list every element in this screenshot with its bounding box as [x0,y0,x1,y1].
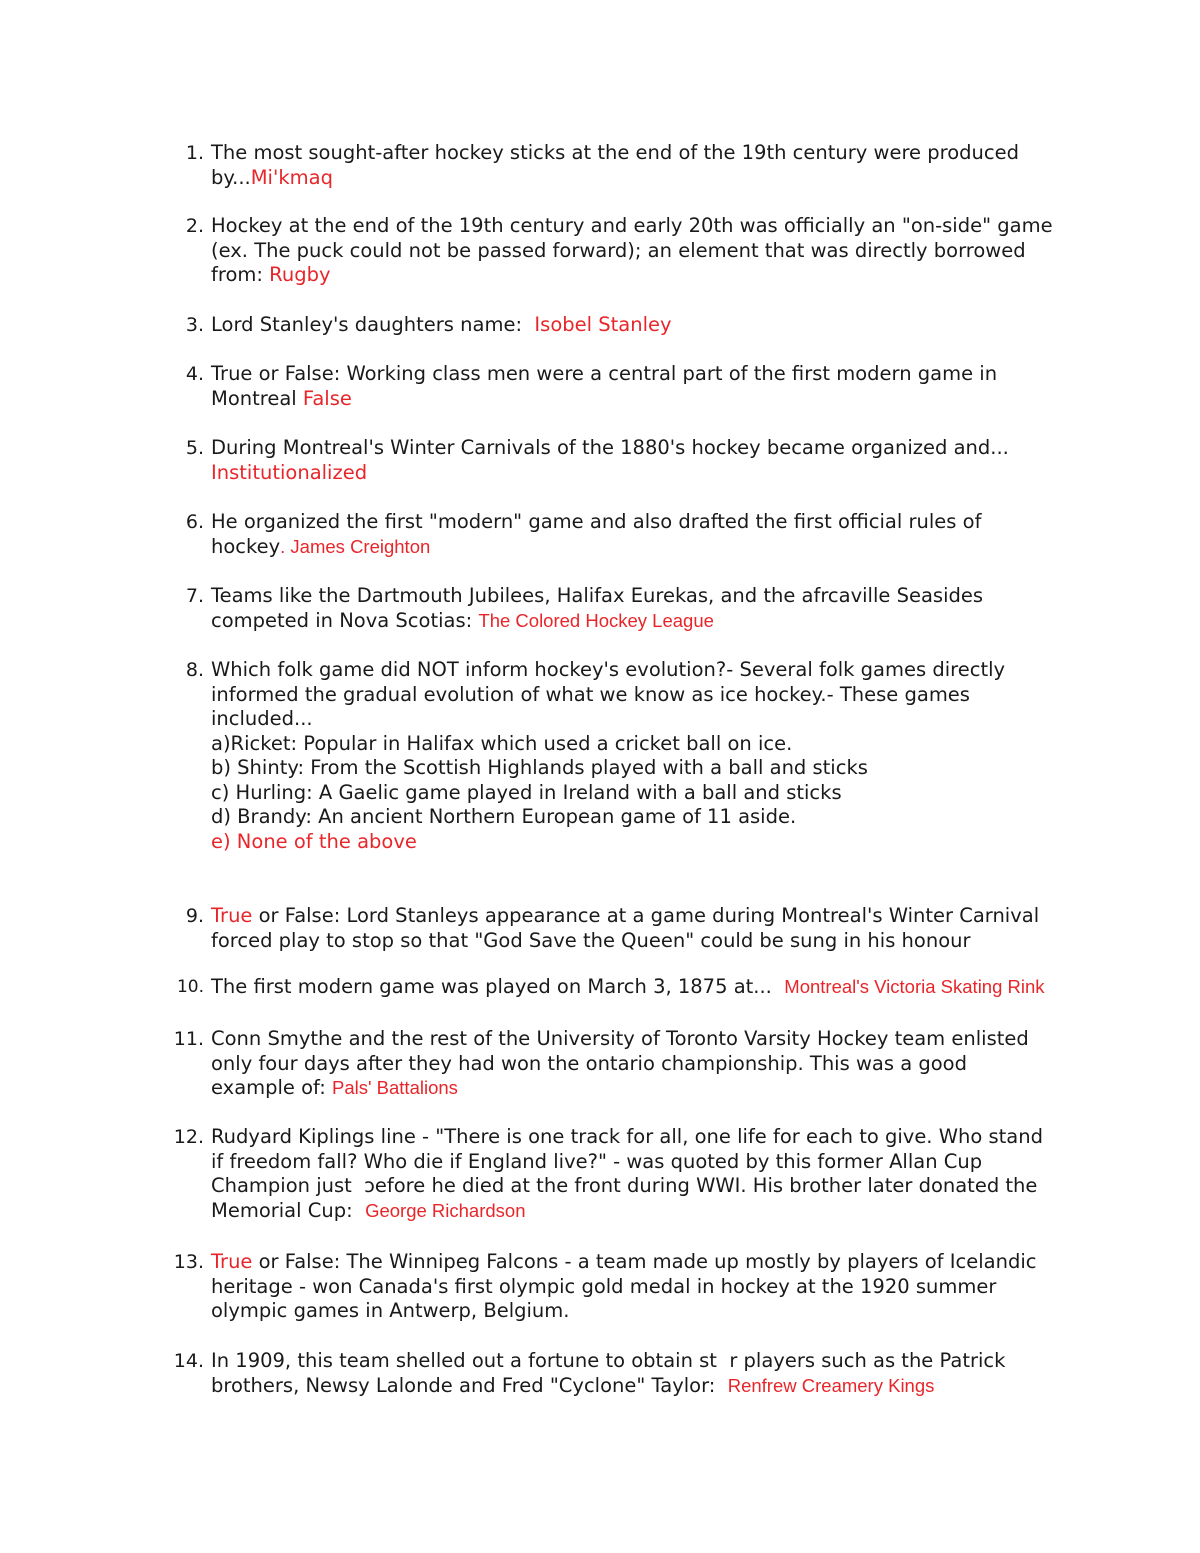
answer: . James Creighton [280,535,431,557]
answer: Institutionalized [211,460,368,484]
answer: Isobel Stanley [534,313,672,336]
answer: Renfrew Creamery Kings [727,1374,935,1396]
question-number: 11. [173,1028,204,1050]
option-c: c) Hurling: A Gaelic game played in Ireland with a ball and sticks [211,780,842,804]
question-number: 12. [173,1126,204,1148]
option-a: a)Ricket: Popular in Halifax which used a cricket ball on ice. [211,731,793,755]
question-text: The first modern game was played on March 3, 1875 at... Montreal's Victoria Skating Rink [211,975,1045,998]
question-text: Which folk game did NOT inform hockey's evolution?- Several folk games directly informed the gradual evolution of what we know as ice hockey.- These games included... a)Ricket: Popular in Halifax which used a cricket ball on ice. b) Shinty: From the Scottish Highlands played with a ball and sticks c) Hurling: A Gaelic game played in Ireland with a ball and sticks d) Brandy: An ancient Northern European game of 11 aside. e) None of the above [211,658,1071,854]
question-text: Hockey at the end of the 19th century and early 20th was officially an "on-side" game (ex. The puck could not be passed forward); an element that was directly borrowed from: Rugby [211,214,1053,286]
question-number: 14. [173,1350,204,1372]
question-number: 9. [185,905,204,927]
answer: Rugby [269,263,331,286]
answer: True [211,1250,253,1273]
answer: Montreal's Victoria Skating Rink [784,976,1045,997]
answer: Mi'kmaq [250,165,333,189]
question-text: True or False: The Winnipeg Falcons - a team made up mostly by players of Icelandic heritage - won Canada's first olympic gold medal in hockey at the 1920 summer olympic games in Antwerp, Belgium. [211,1250,1037,1322]
option-b: b) Shinty: From the Scottish Highlands played with a ball and sticks [211,756,868,779]
question-text: The most sought-after hockey sticks at the end of the 19th century were produced by...Mi'kmaq [211,141,1019,189]
question-text: Rudyard Kiplings line - "There is one track for all, one life for each to give. Who stand if freedom fall? Who die if England live?" - was quoted by this former Allan Cup Champion just ɔefore he died at the front during WWI. His brother later donated the Memorial Cup: George Richardson [211,1125,1043,1222]
question-number: 8. [185,659,204,681]
answer: False [302,386,352,410]
answer: e) None of the above [211,829,417,853]
question-number: 7. [185,585,204,607]
answer: The Colored Hockey League [478,609,714,631]
answer: George Richardson [365,1199,526,1221]
question-text: Lord Stanley's daughters name: Isobel Stanley [211,313,672,336]
question-text: During Montreal's Winter Carnivals of the 1880's hockey became organized and... Institutionalized [211,436,1071,485]
question-text: Teams like the Dartmouth Jubilees, Halifax Eurekas, and the afrcaville Seasides competed in Nova Scotias: The Colored Hockey League [211,584,984,632]
question-number: 3. [185,314,204,336]
question-text: True or False: Lord Stanleys appearance at a game during Montreal's Winter Carnival forced play to stop so that "God Save the Queen" could be sung in his honour [211,904,1040,952]
answer: Pals' Battalions [332,1077,458,1098]
question-number: 6. [185,511,204,533]
answer: True [211,904,253,927]
question-number: 5. [185,437,204,459]
question-number: 2. [185,215,204,237]
question-number: 13. [173,1251,204,1273]
question-text: Conn Smythe and the rest of the University of Toronto Varsity Hockey team enlisted only four days after they had won the ontario championship. This was a good example of: Pals' Battalions [211,1027,1029,1099]
question-text: He organized the first "modern" game and also drafted the first official rules of hockey. James Creighton [211,510,982,558]
question-number: 10. [176,977,204,997]
question-text: True or False: Working class men were a central part of the first modern game in Montreal False [211,362,998,410]
option-d: d) Brandy: An ancient Northern European game of 11 aside. [211,805,797,828]
question-number: 1. [185,142,204,164]
question-text: In 1909, this team shelled out a fortune to obtain st r players such as the Patrick brothers, Newsy Lalonde and Fred "Cyclone" Taylor: Renfrew Creamery Kings [211,1349,1006,1397]
question-number: 4. [185,363,204,385]
